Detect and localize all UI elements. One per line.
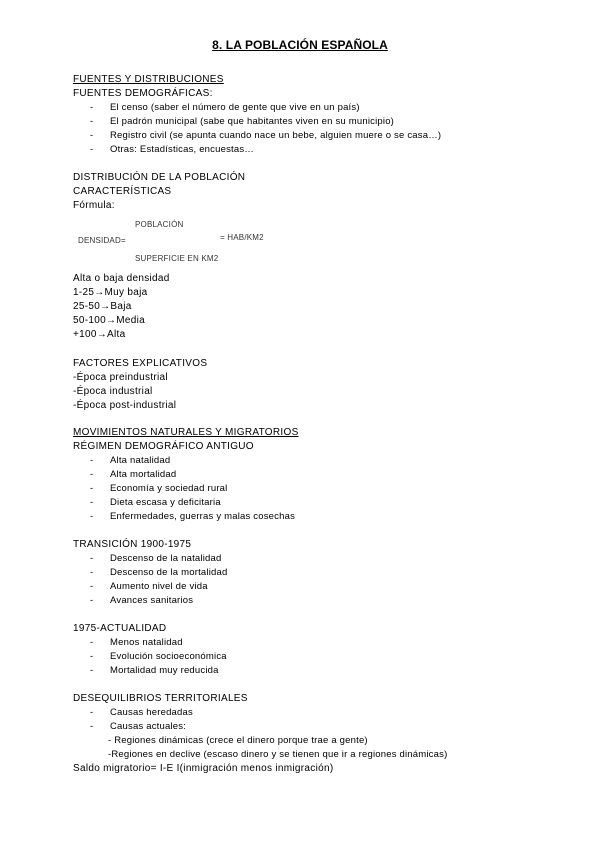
page-title: 8. LA POBLACIÓN ESPAÑOLA: [212, 38, 388, 52]
section-heading-transicion: TRANSICIÓN 1900-1975: [73, 539, 192, 550]
list-item: -Época post-industrial: [73, 400, 177, 411]
list-item: - Dieta escasa y deficitaria: [90, 497, 221, 508]
formula-numerator: POBLACIÓN: [135, 220, 184, 229]
formula-label: Fórmula:: [73, 200, 115, 211]
sub-list-item: -Regiones en declive (escaso dinero y se tienen que ir a regiones dinámicas): [108, 749, 448, 760]
list-item: - El censo (saber el número de gente que vive en un país): [90, 102, 360, 113]
saldo-migratorio: Saldo migratorio= I-E I(inmigración menos inmigración): [73, 763, 334, 774]
list-item: - Aumento nivel de vida: [90, 581, 208, 592]
list-item: - Causas heredadas: [90, 707, 193, 718]
sub-list-item: - Regiones dinámicas (crece el dinero porque trae a gente): [108, 735, 368, 746]
density-range: +100→Alta: [73, 329, 126, 340]
list-item: - Alta mortalidad: [90, 469, 177, 480]
list-item: - Menos natalidad: [90, 637, 183, 648]
list-item: - El padrón municipal (sabe que habitantes viven en su municipio): [90, 116, 395, 127]
formula-denominator: SUPERFICIE EN KM2: [135, 254, 219, 263]
list-item: - Descenso de la natalidad: [90, 553, 222, 564]
list-item: - Mortalidad muy reducida: [90, 665, 219, 676]
density-range: 1-25→Muy baja: [73, 287, 148, 298]
section-heading-movimientos: MOVIMIENTOS NATURALES Y MIGRATORIOS: [73, 427, 299, 438]
formula-rhs: = HAB/KM2: [220, 233, 264, 242]
subheading-fuentes-demograficas: FUENTES DEMOGRÁFICAS:: [73, 88, 213, 99]
list-item: - Causas actuales:: [90, 721, 187, 732]
list-item: - Registro civil (se apunta cuando nace un bebe, alguien muere o se casa…): [90, 130, 442, 141]
list-item: - Avances sanitarios: [90, 595, 194, 606]
list-item: -Época industrial: [73, 386, 153, 397]
formula-lhs: DENSIDAD=: [78, 236, 126, 245]
list-item: - Economía y sociedad rural: [90, 483, 228, 494]
list-item: -Época preindustrial: [73, 372, 168, 383]
section-heading-factores: FACTORES EXPLICATIVOS: [73, 358, 208, 369]
list-item: - Alta natalidad: [90, 455, 171, 466]
subheading-caracteristicas: CARACTERÍSTICAS: [73, 186, 172, 197]
density-range: 50-100→Media: [73, 315, 145, 326]
density-heading: Alta o baja densidad: [73, 273, 170, 284]
list-item: - Otras: Estadísticas, encuestas…: [90, 144, 255, 155]
section-heading-fuentes: FUENTES Y DISTRIBUCIONES: [73, 74, 224, 85]
section-heading-desequilibrios: DESEQUILIBRIOS TERRITORIALES: [73, 693, 248, 704]
list-item: - Evolución socioeconómica: [90, 651, 227, 662]
section-heading-distribucion: DISTRIBUCIÓN DE LA POBLACIÓN: [73, 172, 246, 183]
subheading-regimen-antiguo: RÉGIMEN DEMOGRÁFICO ANTIGUO: [73, 441, 254, 452]
list-item: - Descenso de la mortalidad: [90, 567, 228, 578]
density-range: 25-50→Baja: [73, 301, 132, 312]
list-item: - Enfermedades, guerras y malas cosechas: [90, 511, 296, 522]
section-heading-actualidad: 1975-ACTUALIDAD: [73, 623, 167, 634]
